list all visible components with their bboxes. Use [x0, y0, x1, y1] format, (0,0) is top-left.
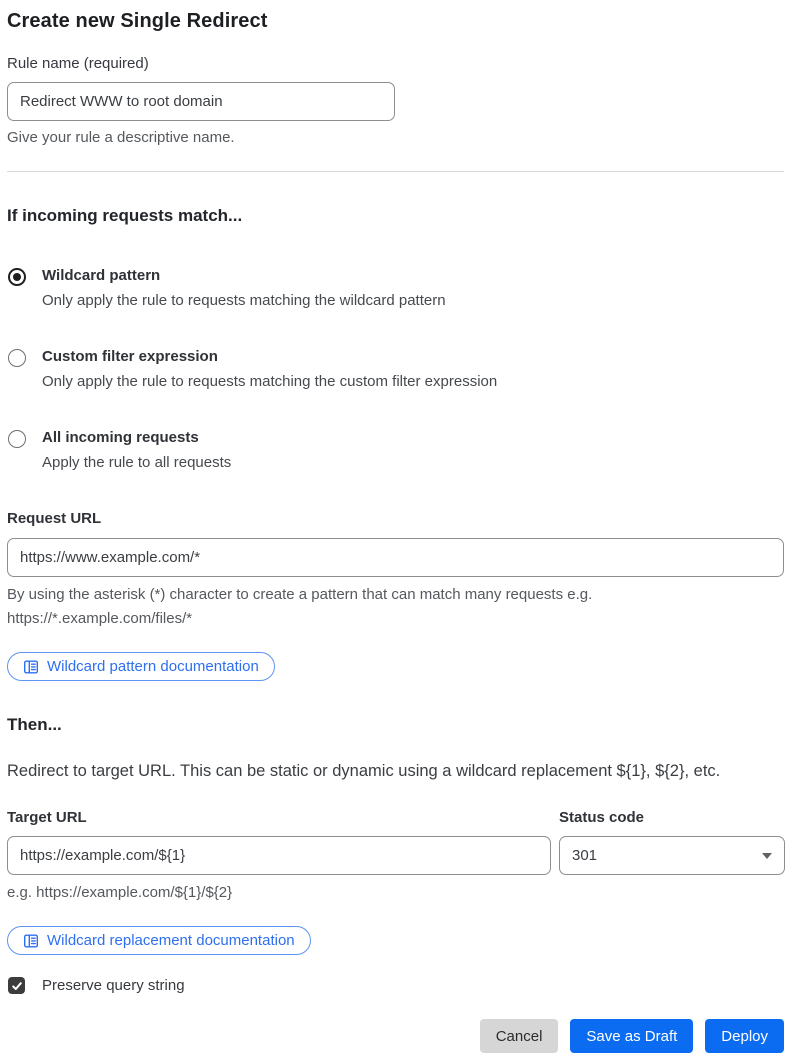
request-url-input[interactable]	[7, 538, 784, 577]
radio-option-all-incoming-requests[interactable]	[7, 428, 784, 475]
target-url-helper: e.g. https://example.com/${1}/${2}	[7, 884, 233, 901]
radio-option-label: All incoming requests	[42, 429, 199, 446]
target-status-row	[7, 808, 784, 905]
rule-name-helper: Give your rule a descriptive name.	[7, 129, 235, 146]
create-single-redirect-form	[7, 8, 784, 1053]
book-icon	[23, 933, 39, 949]
radio-unselected-icon[interactable]	[8, 349, 26, 367]
form-actions	[7, 1019, 784, 1053]
request-url-helper-line1: By using the asterisk (*) character to create a pattern that can match many requests e.g.	[7, 586, 593, 603]
radio-option-description: Only apply the rule to requests matching the wildcard pattern	[42, 292, 446, 309]
target-url-group	[7, 808, 551, 905]
then-section-description: Redirect to target URL. This can be static or dynamic using a wildcard replacement ${1}, ${2}, etc.	[7, 762, 721, 780]
target-url-input[interactable]	[7, 836, 551, 875]
request-url-helper-line2: https://*.example.com/files/*	[7, 610, 193, 627]
match-section-heading: If incoming requests match...	[7, 206, 243, 225]
target-url-label: Target URL	[7, 809, 87, 826]
then-section-heading: Then...	[7, 715, 62, 734]
rule-name-group	[7, 54, 784, 150]
wildcard-replacement-documentation-button[interactable]	[7, 926, 311, 955]
radio-option-description: Apply the rule to all requests	[42, 454, 232, 471]
wildcard-pattern-documentation-button[interactable]	[7, 652, 275, 681]
section-divider	[7, 171, 784, 172]
chevron-down-icon	[762, 853, 772, 859]
deploy-button[interactable]: Deploy	[705, 1019, 784, 1053]
radio-option-label: Wildcard pattern	[42, 267, 161, 284]
radio-selected-icon[interactable]	[8, 268, 26, 286]
save-as-draft-button[interactable]: Save as Draft	[570, 1019, 693, 1053]
request-url-helper	[7, 583, 784, 631]
book-icon	[23, 659, 39, 675]
radio-unselected-icon[interactable]	[8, 430, 26, 448]
page-title: Create new Single Redirect	[7, 10, 268, 32]
status-code-select[interactable]	[559, 836, 785, 875]
request-url-label: Request URL	[7, 510, 102, 527]
rule-name-input[interactable]	[7, 82, 395, 121]
status-code-label: Status code	[559, 809, 645, 826]
status-code-group	[559, 808, 785, 905]
doc-button-label: Wildcard pattern documentation	[47, 658, 259, 675]
radio-option-label: Custom filter expression	[42, 348, 218, 365]
radio-option-wildcard-pattern[interactable]	[7, 266, 784, 313]
checkbox-checked-icon[interactable]	[8, 977, 25, 994]
status-code-selected-value: 301	[572, 847, 598, 864]
preserve-query-string-label: Preserve query string	[42, 977, 185, 994]
request-url-group	[7, 509, 784, 631]
radio-option-custom-filter-expression[interactable]	[7, 347, 784, 394]
match-type-radio-group	[7, 266, 784, 475]
cancel-button[interactable]: Cancel	[480, 1019, 559, 1053]
doc-button-label: Wildcard replacement documentation	[47, 932, 295, 949]
radio-option-description: Only apply the rule to requests matching the custom filter expression	[42, 373, 498, 390]
preserve-query-string-checkbox-row[interactable]	[7, 977, 784, 994]
rule-name-label: Rule name (required)	[7, 55, 149, 72]
